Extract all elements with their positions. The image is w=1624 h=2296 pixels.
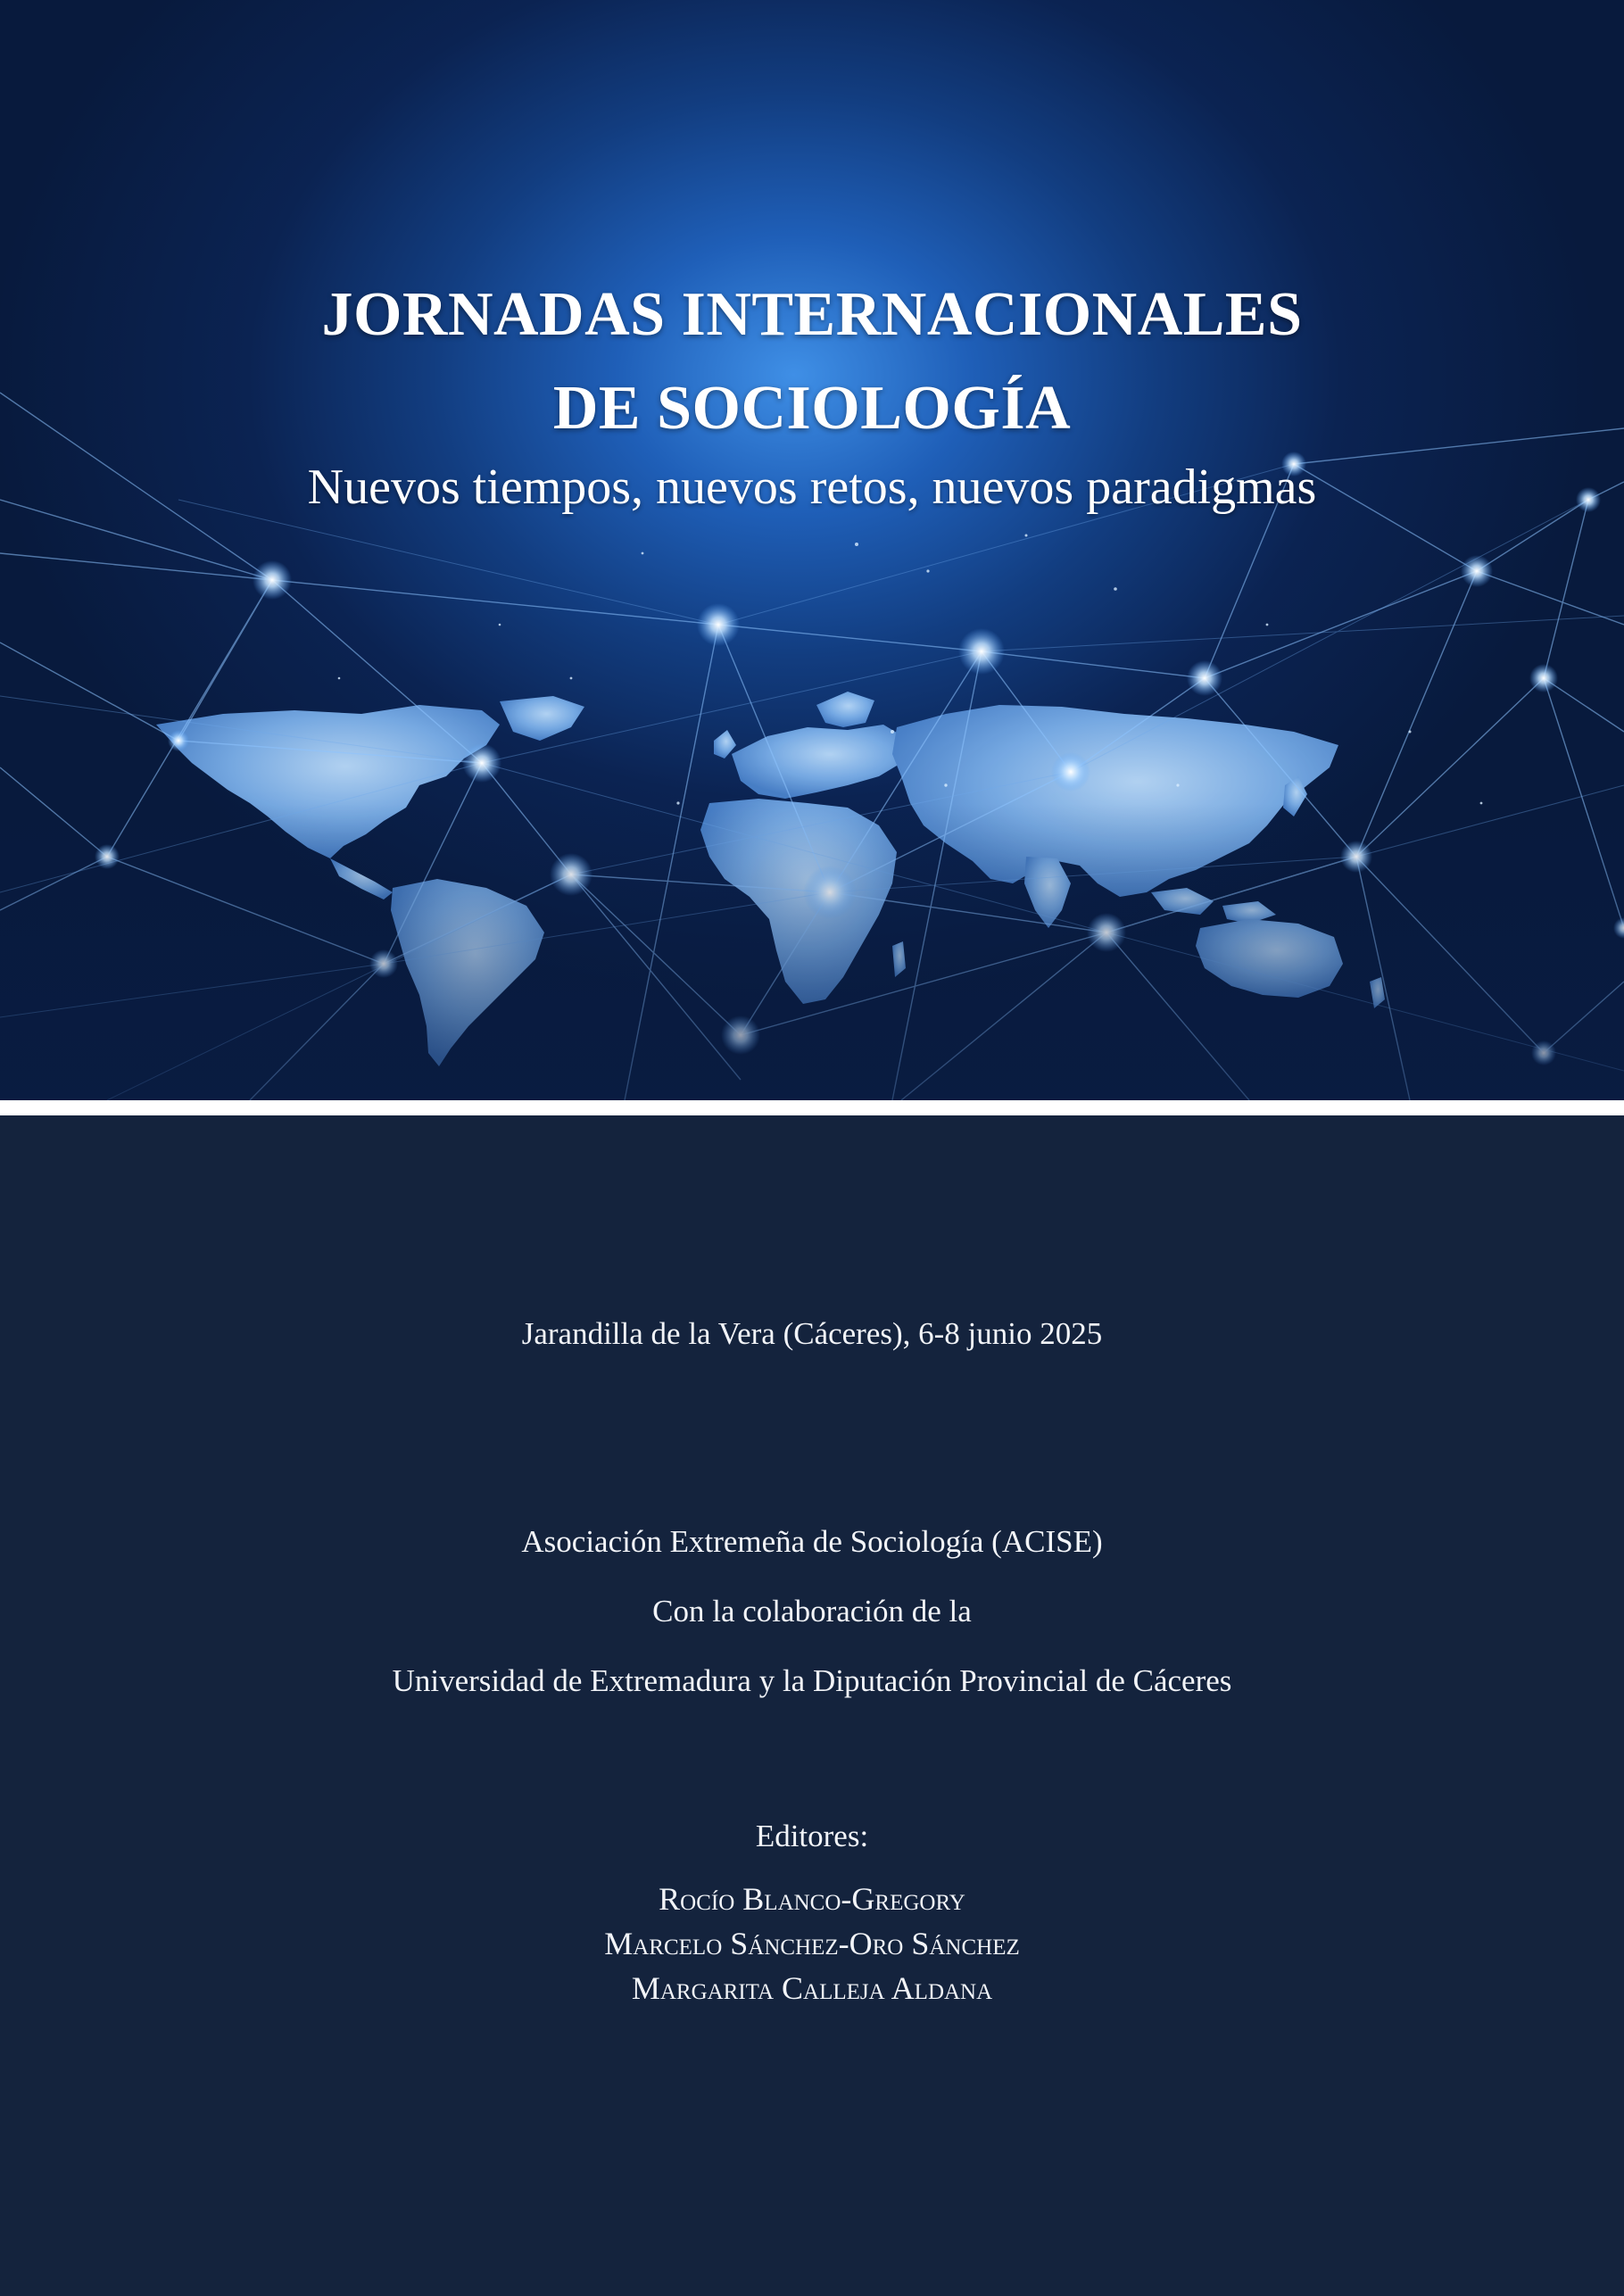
- organizer-name: Asociación Extremeña de Sociología (ACISE): [521, 1524, 1103, 1559]
- cover-banner: [0, 0, 1624, 1100]
- cover-title-line-2: DE SOCIOLOGÍA: [552, 374, 1072, 443]
- collaborators-name: Universidad de Extremadura y la Diputación Provincial de Cáceres: [392, 1663, 1232, 1698]
- world-map-network-image: [0, 0, 1624, 1100]
- divider-band: [0, 1100, 1624, 1115]
- editor-name: Margarita Calleja Aldana: [631, 1970, 993, 2006]
- event-place-date: Jarandilla de la Vera (Cáceres), 6-8 junio 2025: [521, 1316, 1103, 1351]
- cover-title-line-1: JORNADAS INTERNACIONALES: [321, 280, 1303, 349]
- editor-name: Rocío Blanco-Gregory: [659, 1881, 965, 1917]
- editors-label: Editores:: [755, 1819, 869, 1853]
- editor-name: Marcelo Sánchez-Oro Sánchez: [604, 1926, 1020, 1961]
- cover-subtitle: Nuevos tiempos, nuevos retos, nuevos paradigmas: [307, 460, 1317, 515]
- collaboration-label: Con la colaboración de la: [652, 1594, 972, 1629]
